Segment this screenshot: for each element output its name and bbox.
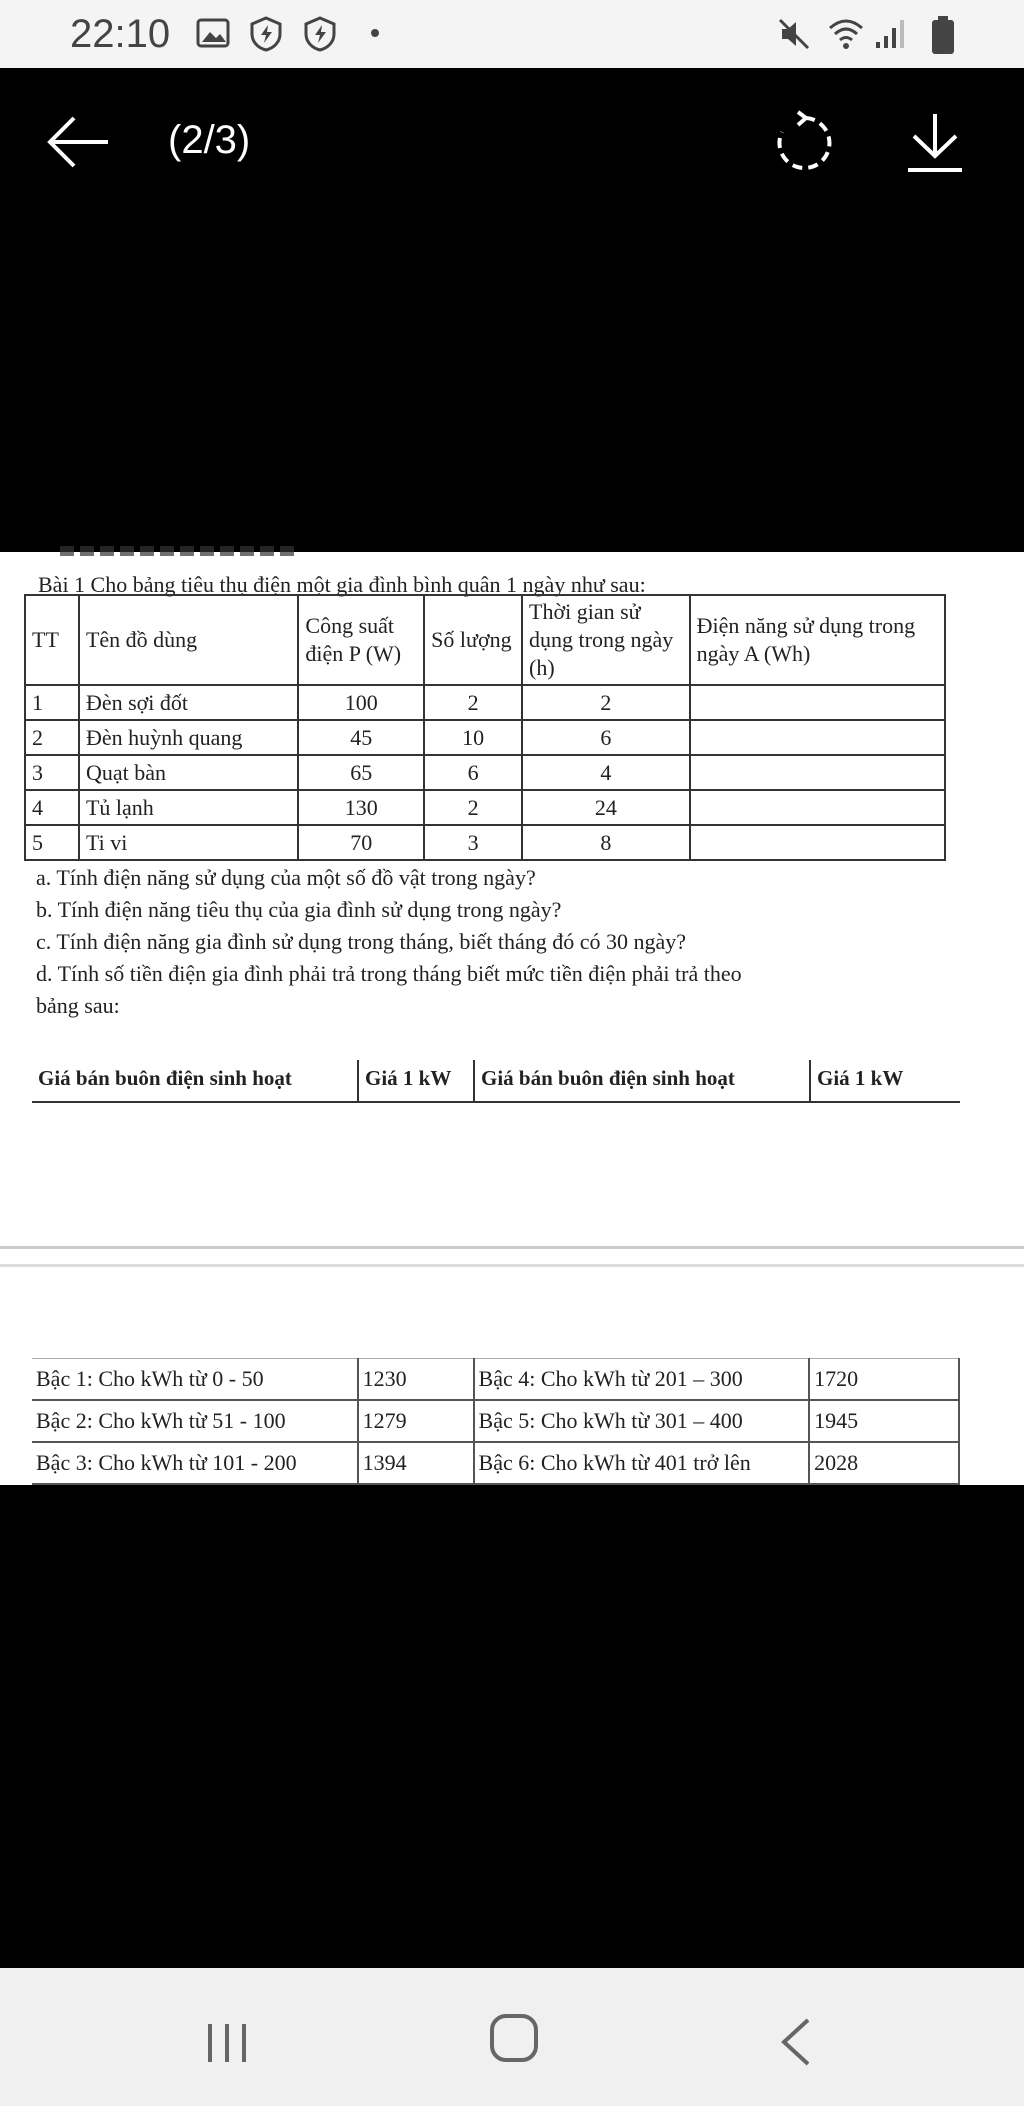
table-cell: Bậc 3: Cho kWh từ 101 - 200 bbox=[32, 1442, 358, 1484]
table-cell: Đèn huỳnh quang bbox=[79, 720, 298, 755]
question-item: d. Tính số tiền điện gia đình phải trả trong tháng biết mức tiền điện phải trả theo bbox=[36, 961, 742, 986]
dot-icon bbox=[370, 28, 380, 38]
table-header-row bbox=[25, 595, 945, 685]
table-header-cell: Tên đồ dùng bbox=[79, 595, 298, 685]
system-nav-bar bbox=[0, 1968, 1024, 2106]
table-cell: 2 bbox=[424, 685, 522, 720]
image-counter: (2/3) bbox=[168, 118, 251, 162]
table-row bbox=[25, 755, 945, 790]
table-cell: 8 bbox=[522, 825, 690, 860]
table-cell: 6 bbox=[424, 755, 522, 790]
table-cell: 4 bbox=[522, 755, 690, 790]
shield-icon bbox=[248, 16, 284, 52]
table-cell: Bậc 1: Cho kWh từ 0 - 50 bbox=[32, 1359, 358, 1401]
table-cell bbox=[690, 685, 945, 720]
table-header-cell: TT bbox=[25, 595, 79, 685]
table-cell: 2 bbox=[522, 685, 690, 720]
table-cell: Tủ lạnh bbox=[79, 790, 298, 825]
table-cell: 2028 bbox=[809, 1442, 959, 1484]
table-cell: 3 bbox=[25, 755, 79, 790]
table-cell: 3 bbox=[424, 825, 522, 860]
table-row bbox=[25, 720, 945, 755]
mute-icon bbox=[776, 16, 812, 52]
table-row bbox=[25, 825, 945, 860]
table-cell: 100 bbox=[298, 685, 424, 720]
table-cell: 1230 bbox=[358, 1359, 474, 1401]
table-cell: Bậc 2: Cho kWh từ 51 - 100 bbox=[32, 1400, 358, 1442]
wifi-icon bbox=[826, 16, 866, 52]
table-cell: 45 bbox=[298, 720, 424, 755]
table-cell: 65 bbox=[298, 755, 424, 790]
question-list bbox=[36, 862, 742, 1022]
table-row bbox=[25, 790, 945, 825]
question-item: c. Tính điện năng gia đình sử dụng trong tháng, biết tháng đó có 30 ngày? bbox=[36, 929, 687, 954]
table-cell: Bậc 4: Cho kWh từ 201 – 300 bbox=[474, 1359, 810, 1401]
table-header-cell: Số lượng bbox=[424, 595, 522, 685]
battery-icon bbox=[930, 16, 956, 56]
question-item: a. Tính điện năng sử dụng của một số đồ vật trong ngày? bbox=[36, 865, 536, 890]
table-cell: 1394 bbox=[358, 1442, 474, 1484]
table-cell: Quạt bàn bbox=[79, 755, 298, 790]
table-cell: 5 bbox=[25, 825, 79, 860]
table-cell: 1 bbox=[25, 685, 79, 720]
download-icon[interactable] bbox=[900, 108, 970, 178]
price-header-cell: Giá bán buôn điện sinh hoạt bbox=[38, 1066, 292, 1090]
arrow-left-icon[interactable] bbox=[44, 112, 114, 172]
price-header-table bbox=[32, 1060, 960, 1103]
table-cell: 10 bbox=[424, 720, 522, 755]
recents-icon[interactable] bbox=[202, 2018, 252, 2068]
rotate-icon[interactable] bbox=[770, 108, 840, 178]
cropped-heading bbox=[60, 546, 300, 556]
table-cell: Đèn sợi đốt bbox=[79, 685, 298, 720]
price-table bbox=[32, 1358, 960, 1485]
price-header-cell: Giá 1 kW bbox=[358, 1060, 474, 1102]
table-cell: Bậc 5: Cho kWh từ 301 – 400 bbox=[474, 1400, 810, 1442]
table-cell: 130 bbox=[298, 790, 424, 825]
table-cell: 6 bbox=[522, 720, 690, 755]
home-icon[interactable] bbox=[486, 2010, 542, 2066]
viewer-top-bar bbox=[0, 68, 1024, 552]
price-header-cell: Giá bán buôn điện sinh hoạt bbox=[474, 1060, 810, 1102]
shield-icon bbox=[302, 16, 338, 52]
table-cell bbox=[690, 790, 945, 825]
table-header-cell: Điện năng sử dụng trong ngày A (Wh) bbox=[690, 595, 945, 685]
document-image[interactable] bbox=[0, 552, 1024, 1485]
table-header-cell: Công suất điện P (W) bbox=[298, 595, 424, 685]
question-item: bảng sau: bbox=[36, 993, 120, 1018]
signal-icon bbox=[872, 16, 908, 52]
table-cell: 70 bbox=[298, 825, 424, 860]
table-cell: 24 bbox=[522, 790, 690, 825]
table-cell bbox=[690, 825, 945, 860]
table-cell: 2 bbox=[424, 790, 522, 825]
price-header-row bbox=[32, 1060, 960, 1102]
table-cell: 1720 bbox=[809, 1359, 959, 1401]
table-cell: 1279 bbox=[358, 1400, 474, 1442]
status-time: 22:10 bbox=[70, 12, 171, 56]
page-divider bbox=[0, 1246, 1024, 1249]
table-row bbox=[32, 1400, 959, 1442]
table-cell bbox=[690, 720, 945, 755]
page-divider bbox=[0, 1264, 1024, 1267]
table-row bbox=[25, 685, 945, 720]
image-icon bbox=[196, 16, 230, 50]
question-item: b. Tính điện năng tiêu thụ của gia đình sử dụng trong ngày? bbox=[36, 897, 562, 922]
status-bar bbox=[0, 0, 1024, 68]
table-cell: 1945 bbox=[809, 1400, 959, 1442]
table-row bbox=[32, 1359, 959, 1401]
table-cell: Bậc 6: Cho kWh từ 401 trở lên bbox=[474, 1442, 810, 1484]
table-cell: Ti vi bbox=[79, 825, 298, 860]
table-row bbox=[32, 1442, 959, 1484]
exercise-intro: Bài 1 Cho bảng tiêu thụ điện một gia đình bình quân 1 ngày như sau: bbox=[38, 572, 646, 597]
table-header-cell: Thời gian sử dụng trong ngày (h) bbox=[522, 595, 690, 685]
consumption-table bbox=[24, 594, 946, 861]
table-cell: 2 bbox=[25, 720, 79, 755]
back-chevron-icon[interactable] bbox=[776, 2014, 816, 2070]
table-cell: 4 bbox=[25, 790, 79, 825]
table-cell bbox=[690, 755, 945, 790]
price-header-cell: Giá 1 kW bbox=[810, 1060, 960, 1102]
